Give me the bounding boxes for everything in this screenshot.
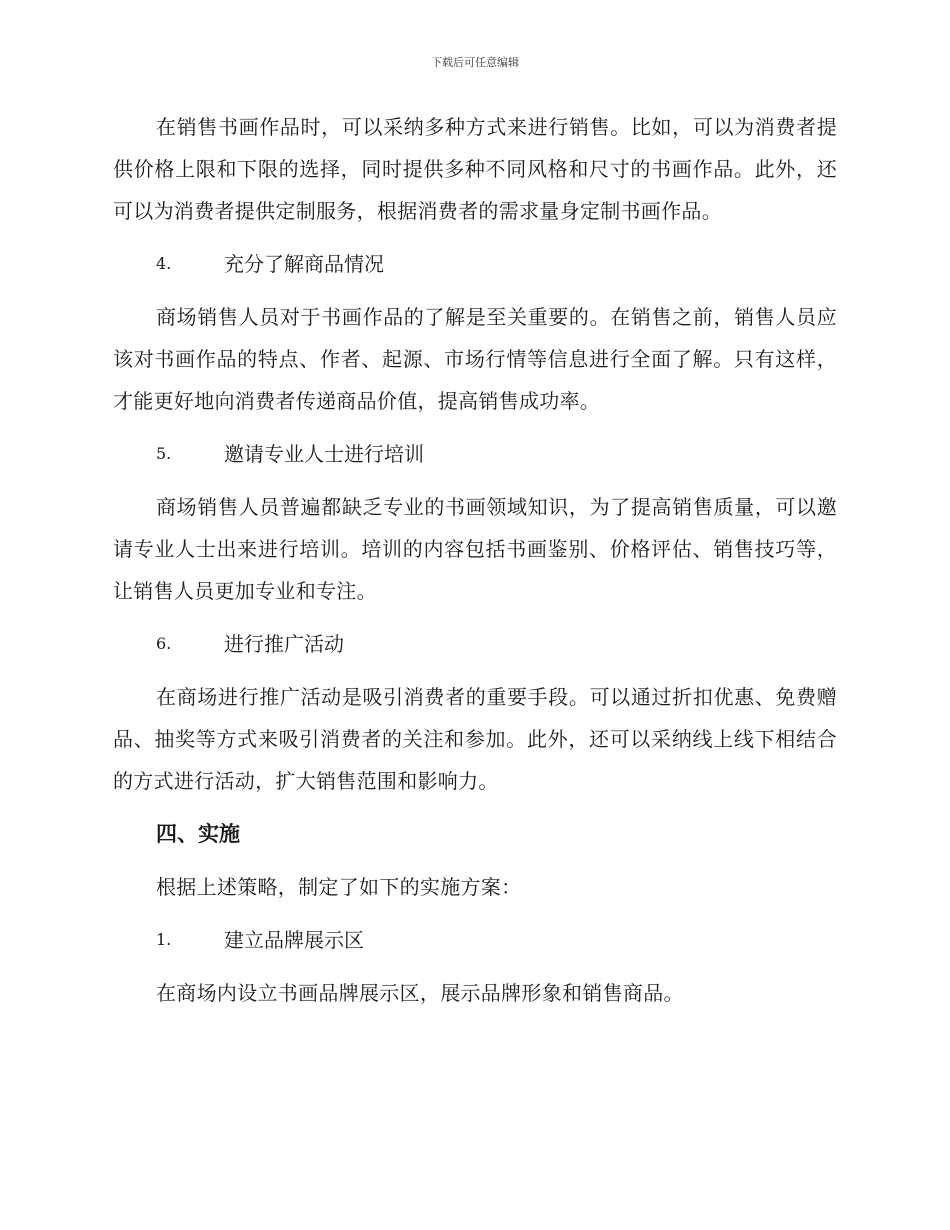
- section-heading: 四、实施: [156, 821, 240, 846]
- paragraph: 商场销售人员对于书画作品的了解是至关重要的。在销售之前，销售人员应该对书画作品的特点、作者、起源、市场行情等信息进行全面了解。只有这样，才能更好地向消费者传递商品价值，提高销售成功率。: [113, 305, 837, 413]
- document-body: [113, 106, 837, 1014]
- header-note: 下载后可任意编辑: [431, 56, 519, 69]
- item-title: 充分了解商品情况: [224, 252, 384, 276]
- numbered-item: [113, 433, 837, 475]
- item-number: 6.: [156, 634, 172, 653]
- item-title: 建立品牌展示区: [224, 928, 364, 952]
- numbered-item: [113, 243, 837, 285]
- numbered-item: [113, 919, 837, 961]
- paragraph: 在商场进行推广活动是吸引消费者的重要手段。可以通过折扣优惠、免费赠品、抽奖等方式来吸引消费者的关注和参加。此外，还可以采纳线上线下相结合的方式进行活动，扩大销售范围和影响力。: [113, 685, 837, 793]
- item-title: 邀请专业人士进行培训: [224, 442, 424, 466]
- item-title: 进行推广活动: [224, 632, 344, 656]
- numbered-item: [113, 623, 837, 665]
- paragraph: 根据上述策略，制定了如下的实施方案：: [156, 875, 522, 899]
- paragraph: 商场销售人员普遍都缺乏专业的书画领域知识，为了提高销售质量，可以邀请专业人士出来进行培训。培训的内容包括书画鉴别、价格评估、销售技巧等，让销售人员更加专业和专注。: [113, 495, 837, 603]
- paragraph: 在商场内设立书画品牌展示区，展示品牌形象和销售商品。: [156, 981, 684, 1005]
- item-number: 4.: [156, 254, 172, 273]
- paragraph: 在销售书画作品时，可以采纳多种方式来进行销售。比如，可以为消费者提供价格上限和下限的选择，同时提供多种不同风格和尺寸的书画作品。此外，还可以为消费者提供定制服务，根据消费者的需求量身定制书画作品。: [113, 115, 837, 223]
- item-number: 5.: [156, 444, 172, 463]
- item-number: 1.: [156, 930, 172, 949]
